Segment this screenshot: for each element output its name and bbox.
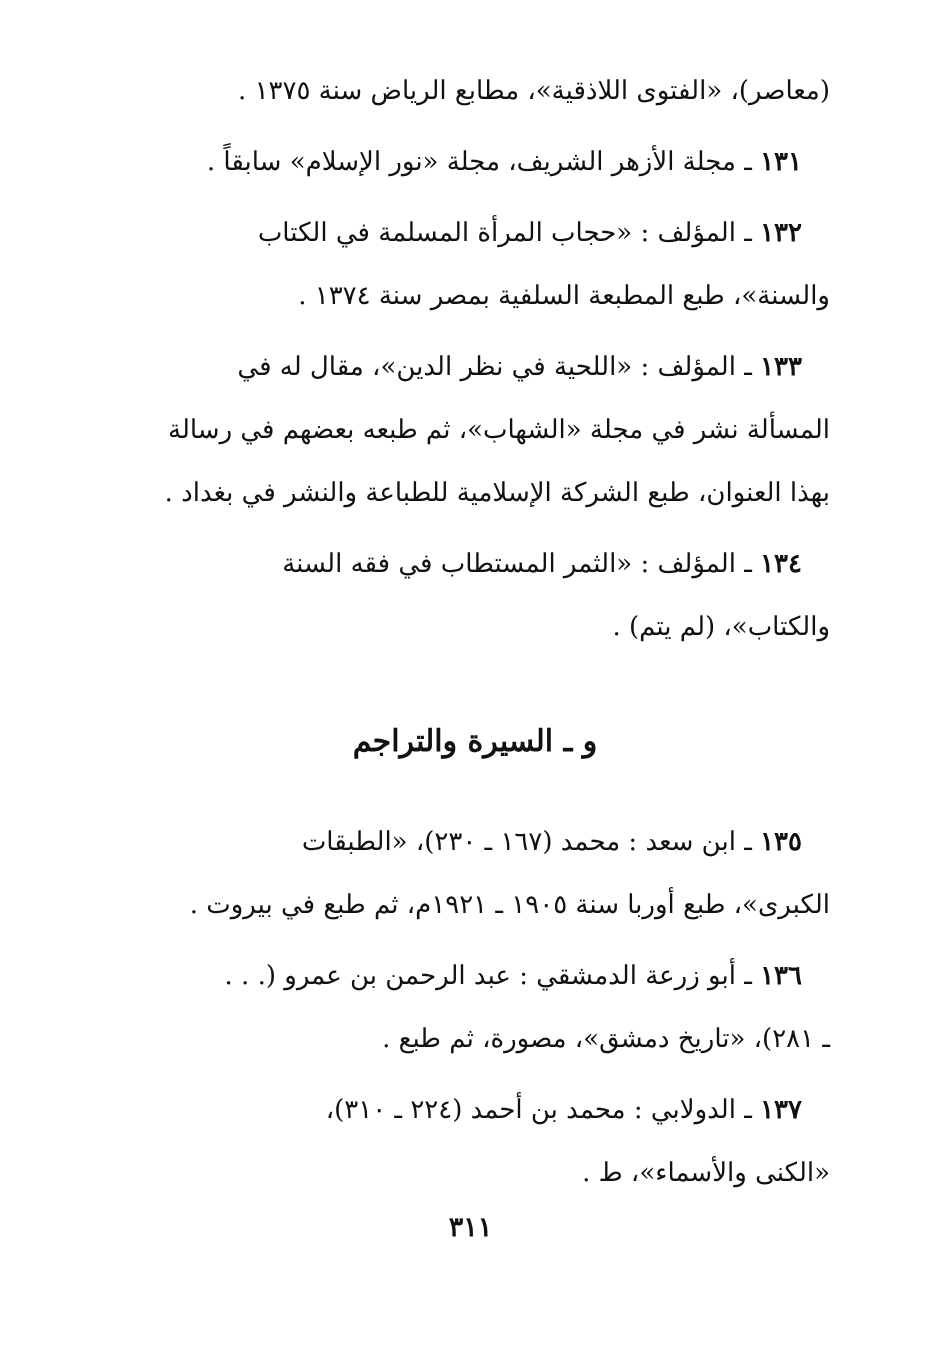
entry-line	[120, 811, 830, 874]
list-item	[120, 131, 830, 194]
page-number: ٣١١	[448, 1212, 493, 1243]
list-item	[120, 945, 830, 1071]
entry-number: ١٣٢	[760, 218, 802, 248]
list-item	[120, 533, 830, 659]
entry-number: ١٣٤	[760, 549, 802, 579]
entry-text: ـ ابن سعد : محمد (١٦٧ ـ ٢٣٠)، «الطبقات	[301, 827, 752, 857]
entry-text: ـ المؤلف : «اللحية في نظر الدين»، مقال له في	[237, 352, 752, 382]
entry-number: ١٣٧	[760, 1095, 802, 1125]
entry-text: ـ المؤلف : «الثمر المستطاب في فقه السنة	[282, 549, 752, 579]
intro-line: (معاصر)، «الفتوى اللاذقية»، مطابع الرياض سنة ١٣٧٥ .	[238, 76, 830, 106]
entry-line: الكبرى»، طبع أوربا سنة ١٩٠٥ ـ ١٩٢١م، ثم طبع في بيروت .	[189, 890, 830, 920]
section-heading: و ـ السيرة والتراجم	[352, 724, 598, 759]
entry-line	[120, 131, 830, 194]
list-item	[120, 811, 830, 937]
entry-number: ١٣٥	[760, 827, 802, 857]
entry-line	[120, 1079, 830, 1142]
entry-line: ـ ٢٨١)، «تاريخ دمشق»، مصورة، ثم طبع .	[382, 1024, 830, 1054]
entry-line	[120, 202, 830, 265]
entry-line: والسنة»، طبع المطبعة السلفية بمصر سنة ١٣٧٤ .	[298, 281, 830, 311]
document-page	[120, 60, 830, 1205]
entry-line	[120, 945, 830, 1008]
entry-line	[120, 533, 830, 596]
entry-text: ـ مجلة الأزهر الشريف، مجلة «نور الإسلام» سابقاً .	[206, 147, 752, 177]
list-item	[120, 202, 830, 328]
entry-text: ـ المؤلف : «حجاب المرأة المسلمة في الكتاب	[257, 218, 752, 248]
entry-line: «الكنى والأسماء»، ط .	[582, 1158, 830, 1188]
entry-text: ـ الدولابي : محمد بن أحمد (٢٢٤ ـ ٣١٠)،	[325, 1095, 752, 1125]
entry-line: والكتاب»، (لم يتم) .	[612, 612, 830, 642]
list-item	[120, 1079, 830, 1205]
entry-number: ١٣٣	[760, 352, 802, 382]
entry-number: ١٣٦	[760, 961, 802, 991]
entry-number: ١٣١	[760, 147, 802, 177]
entry-line	[120, 336, 830, 399]
list-item	[120, 336, 830, 525]
entry-line: بهذا العنوان، طبع الشركة الإسلامية للطباعة والنشر في بغداد .	[164, 478, 830, 508]
entry-line: المسألة نشر في مجلة «الشهاب»، ثم طبعه بعضهم في رسالة	[168, 415, 830, 445]
entry-text: ـ أبو زرعة الدمشقي : عبد الرحمن بن عمرو (. . .	[224, 961, 752, 991]
